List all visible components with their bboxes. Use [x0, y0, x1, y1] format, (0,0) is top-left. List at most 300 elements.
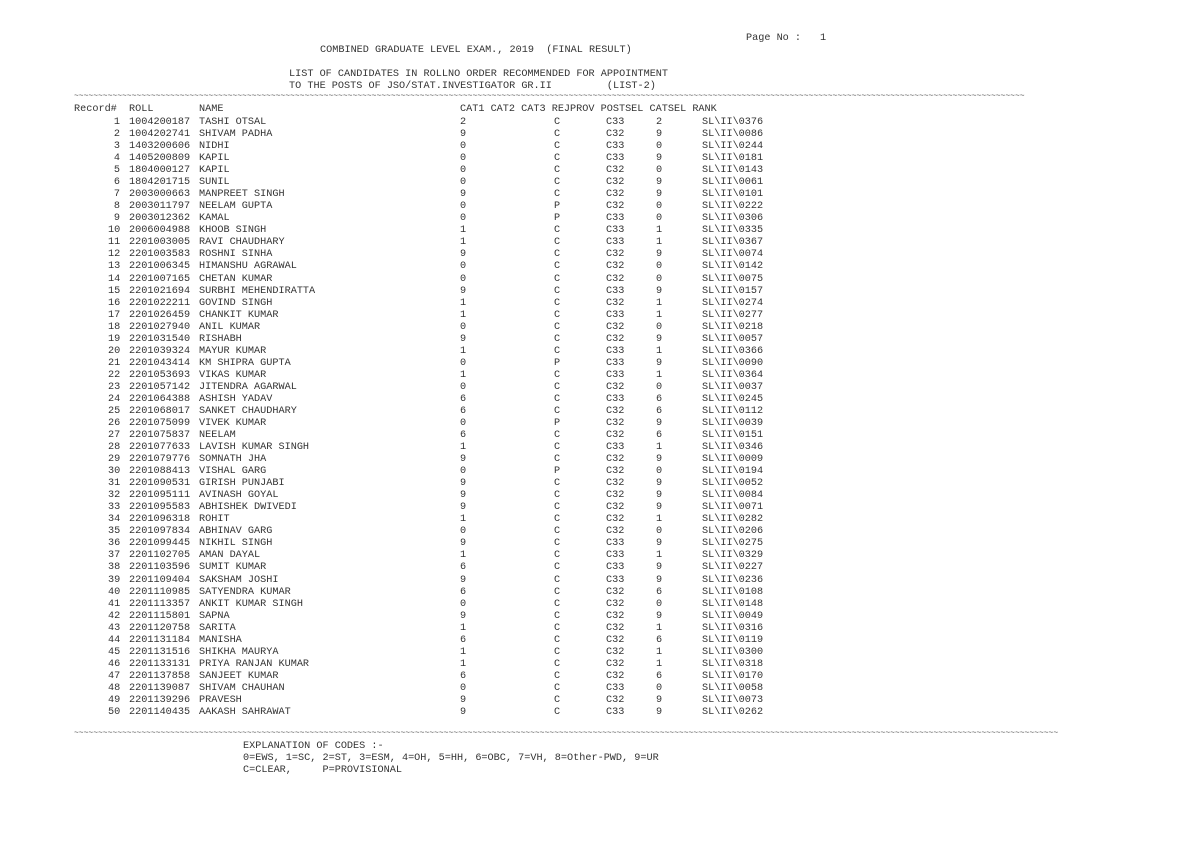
- category-selected: 0: [656, 213, 663, 225]
- rejprov-status: C: [554, 189, 561, 201]
- table-row: [0, 659, 1200, 671]
- rejprov-status: C: [554, 646, 561, 658]
- table-row: [0, 611, 1200, 623]
- post-selected: C33: [606, 369, 625, 381]
- cat1-code: 6: [460, 586, 467, 598]
- rejprov-status: C: [554, 117, 561, 128]
- post-selected: C32: [606, 249, 625, 261]
- candidate-name: AMAN DAYAL: [199, 550, 261, 562]
- record-number: 35: [108, 526, 121, 538]
- table-row: [0, 587, 1200, 599]
- cat1-code: 0: [460, 213, 467, 225]
- table-row: [0, 526, 1200, 538]
- roll-number: 2201110985: [129, 586, 191, 598]
- record-number: 50: [108, 706, 121, 718]
- cat1-code: 6: [460, 634, 467, 646]
- candidate-name: VIKAS KUMAR: [199, 369, 267, 381]
- post-selected: C33: [606, 682, 625, 694]
- category-selected: 9: [656, 418, 663, 429]
- rank: SL\II\0206: [702, 526, 764, 538]
- category-selected: 9: [656, 333, 663, 345]
- rank: SL\II\0262: [702, 706, 764, 718]
- record-number: 20: [108, 345, 121, 357]
- record-number: 26: [108, 418, 121, 429]
- roll-number: 2201090531: [129, 478, 191, 490]
- cat1-code: 0: [460, 153, 467, 165]
- post-selected: C32: [606, 646, 625, 658]
- record-number: 7: [113, 189, 120, 201]
- cat1-code: 0: [460, 201, 467, 213]
- table-row: [0, 129, 1200, 141]
- roll-number: 2201133131: [129, 658, 191, 670]
- roll-number: 2201027940: [129, 321, 191, 333]
- record-number: 11: [108, 237, 121, 249]
- record-number: 49: [108, 694, 121, 706]
- table-row: [0, 322, 1200, 334]
- record-number: 21: [108, 357, 121, 369]
- rank: SL\II\0009: [702, 454, 764, 466]
- cat1-code: 9: [460, 706, 467, 718]
- candidate-name: LAVISH KUMAR SINGH: [199, 442, 310, 454]
- table-row: [0, 225, 1200, 237]
- rank: SL\II\0194: [702, 466, 764, 478]
- bottom-separator: ~~~~~~~~~~~~~~~~~~~~~~~~~~~~~~~~~~~~~~~~~~~~~~~~~~~~~~~~~~~~~~~~~~~~~~~~~~~~~~~~~~~~~~~~~~~~~~~~~~~~~~~~~~~~~~~~~~~~~~~~~~~~~~~~~~~~~~~~~~~~~~~~~~~~~~~~~~~~~~~~~~~~~~~~~~~~~~~~~~~~~~~~~~~~~~~~~~~~~~~~~~~~~: [74, 729, 1059, 738]
- category-selected: 6: [656, 405, 663, 417]
- roll-number: 2201140435: [129, 706, 191, 718]
- post-selected: C33: [606, 442, 625, 454]
- candidate-name: TASHI OTSAL: [199, 117, 267, 128]
- category-selected: 0: [656, 273, 663, 285]
- roll-number: 2201097834: [129, 526, 191, 538]
- rank: SL\II\0181: [702, 153, 764, 165]
- cat1-code: 0: [460, 418, 467, 429]
- rejprov-status: C: [554, 369, 561, 381]
- table-row: [0, 274, 1200, 286]
- rejprov-status: C: [554, 177, 561, 189]
- rank: SL\II\0074: [702, 249, 764, 261]
- table-row: [0, 261, 1200, 273]
- candidate-name: KM SHIPRA GUPTA: [199, 357, 291, 369]
- rejprov-status: C: [554, 273, 561, 285]
- post-selected: C32: [606, 333, 625, 345]
- rejprov-status: C: [554, 309, 561, 321]
- cat1-code: 9: [460, 249, 467, 261]
- record-number: 13: [108, 261, 121, 273]
- rank: SL\II\0222: [702, 201, 764, 213]
- cat1-code: 1: [460, 514, 467, 526]
- rejprov-status: C: [554, 297, 561, 309]
- post-selected: C32: [606, 430, 625, 442]
- rejprov-status: C: [554, 658, 561, 670]
- table-row: [0, 671, 1200, 683]
- roll-number: 2201006345: [129, 261, 191, 273]
- post-selected: C33: [606, 237, 625, 249]
- category-selected: 6: [656, 670, 663, 682]
- post-selected: C32: [606, 297, 625, 309]
- post-selected: C32: [606, 165, 625, 177]
- table-row: [0, 575, 1200, 587]
- explanation-status: C=CLEAR, P=PROVISIONAL: [243, 765, 402, 776]
- table-row: [0, 153, 1200, 165]
- record-number: 16: [108, 297, 121, 309]
- rejprov-status: C: [554, 405, 561, 417]
- category-selected: 0: [656, 141, 663, 153]
- record-number: 14: [108, 273, 121, 285]
- record-number: 2: [113, 129, 120, 141]
- candidate-name: GOVIND SINGH: [199, 297, 273, 309]
- table-row: [0, 695, 1200, 707]
- cat1-code: 1: [460, 309, 467, 321]
- record-number: 22: [108, 369, 121, 381]
- roll-number: 2201026459: [129, 309, 191, 321]
- candidate-name: SUMIT KUMAR: [199, 562, 267, 574]
- cat1-code: 0: [460, 177, 467, 189]
- cat1-code: 1: [460, 622, 467, 634]
- post-selected: C33: [606, 538, 625, 550]
- table-row: [0, 514, 1200, 526]
- rejprov-status: C: [554, 321, 561, 333]
- rejprov-status: C: [554, 225, 561, 237]
- record-number: 1: [113, 117, 120, 128]
- roll-number: 2201139296: [129, 694, 191, 706]
- post-selected: C32: [606, 273, 625, 285]
- record-number: 33: [108, 502, 121, 514]
- candidate-name: MANISHA: [199, 634, 242, 646]
- candidate-name: ABHINAV GARG: [199, 526, 273, 538]
- table-row: [0, 370, 1200, 382]
- rank: SL\II\0275: [702, 538, 764, 550]
- candidate-name: PRIYA RANJAN KUMAR: [199, 658, 310, 670]
- table-row: [0, 165, 1200, 177]
- candidate-name: SUNIL: [199, 177, 230, 189]
- cat1-code: 9: [460, 285, 467, 297]
- roll-number: 2201003583: [129, 249, 191, 261]
- candidate-name: SHIKHA MAURYA: [199, 646, 279, 658]
- category-selected: 0: [656, 526, 663, 538]
- rank: SL\II\0142: [702, 261, 764, 273]
- category-selected: 9: [656, 694, 663, 706]
- candidate-name: RAVI CHAUDHARY: [199, 237, 285, 249]
- table-row: [0, 298, 1200, 310]
- rejprov-status: C: [554, 610, 561, 622]
- cat1-code: 9: [460, 538, 467, 550]
- cat1-code: 0: [460, 682, 467, 694]
- rejprov-status: C: [554, 153, 561, 165]
- roll-number: 1004200187: [129, 117, 191, 128]
- rank: SL\II\0112: [702, 405, 764, 417]
- cat1-code: 9: [460, 333, 467, 345]
- record-number: 15: [108, 285, 121, 297]
- rejprov-status: C: [554, 706, 561, 718]
- post-selected: C33: [606, 117, 625, 128]
- post-selected: C33: [606, 285, 625, 297]
- roll-number: 1004202741: [129, 129, 191, 141]
- roll-number: 2201057142: [129, 381, 191, 393]
- roll-number: 2201113357: [129, 598, 191, 610]
- record-number: 42: [108, 610, 121, 622]
- post-selected: C33: [606, 550, 625, 562]
- rank: SL\II\0335: [702, 225, 764, 237]
- table-row: [0, 406, 1200, 418]
- rank: SL\II\0282: [702, 514, 764, 526]
- cat1-code: 9: [460, 490, 467, 502]
- document-subtitle-line1: LIST OF CANDIDATES IN ROLLNO ORDER RECOMMENDED FOR APPOINTMENT: [289, 69, 669, 80]
- record-number: 47: [108, 670, 121, 682]
- page-number-label: Page No :: [746, 33, 802, 44]
- table-row: [0, 442, 1200, 454]
- table-row: [0, 430, 1200, 442]
- rank: SL\II\0318: [702, 658, 764, 670]
- record-number: 4: [113, 153, 120, 165]
- cat1-code: 9: [460, 454, 467, 466]
- cat1-code: 1: [460, 225, 467, 237]
- roll-number: 2201103596: [129, 562, 191, 574]
- cat1-code: 6: [460, 405, 467, 417]
- record-number: 31: [108, 478, 121, 490]
- table-row: [0, 201, 1200, 213]
- cat1-code: 9: [460, 502, 467, 514]
- record-number: 36: [108, 538, 121, 550]
- table-row: [0, 502, 1200, 514]
- candidate-name: PRAVESH: [199, 694, 242, 706]
- cat1-code: 0: [460, 466, 467, 478]
- category-selected: 9: [656, 574, 663, 586]
- category-selected: 1: [656, 658, 663, 670]
- table-row: [0, 286, 1200, 298]
- candidate-name: SAKSHAM JOSHI: [199, 574, 279, 586]
- candidate-name: ROHIT: [199, 514, 230, 526]
- category-selected: 9: [656, 249, 663, 261]
- record-number: 28: [108, 442, 121, 454]
- category-selected: 9: [656, 610, 663, 622]
- roll-number: 2201075837: [129, 430, 191, 442]
- rejprov-status: C: [554, 694, 561, 706]
- column-header-categories: CAT1 CAT2 CAT3 REJPROV POSTSEL CATSEL RANK: [460, 104, 717, 115]
- rank: SL\II\0071: [702, 502, 764, 514]
- roll-number: 2201131184: [129, 634, 191, 646]
- cat1-code: 9: [460, 610, 467, 622]
- record-number: 9: [113, 213, 120, 225]
- rank: SL\II\0084: [702, 490, 764, 502]
- rank: SL\II\0073: [702, 694, 764, 706]
- table-row: [0, 683, 1200, 695]
- category-selected: 0: [656, 321, 663, 333]
- candidate-name: MAYUR KUMAR: [199, 345, 267, 357]
- category-selected: 0: [656, 682, 663, 694]
- cat1-code: 6: [460, 393, 467, 405]
- candidate-name: RISHABH: [199, 333, 242, 345]
- rejprov-status: C: [554, 562, 561, 574]
- table-row: [0, 382, 1200, 394]
- candidate-name: KAPIL: [199, 165, 230, 177]
- cat1-code: 9: [460, 478, 467, 490]
- candidate-name: VIVEK KUMAR: [199, 418, 267, 429]
- category-selected: 2: [656, 117, 663, 128]
- candidate-name: ANIL KUMAR: [199, 321, 261, 333]
- category-selected: 9: [656, 478, 663, 490]
- record-number: 3: [113, 141, 120, 153]
- candidate-name: SURBHI MEHENDIRATTA: [199, 285, 316, 297]
- rejprov-status: C: [554, 393, 561, 405]
- roll-number: 2201099445: [129, 538, 191, 550]
- category-selected: 1: [656, 622, 663, 634]
- cat1-code: 6: [460, 430, 467, 442]
- rejprov-status: C: [554, 586, 561, 598]
- post-selected: C32: [606, 526, 625, 538]
- rejprov-status: C: [554, 345, 561, 357]
- category-selected: 9: [656, 502, 663, 514]
- rejprov-status: C: [554, 502, 561, 514]
- roll-number: 2201109404: [129, 574, 191, 586]
- record-number: 6: [113, 177, 120, 189]
- page-number: 1: [820, 33, 827, 44]
- post-selected: C32: [606, 478, 625, 490]
- rank: SL\II\0170: [702, 670, 764, 682]
- table-row: [0, 394, 1200, 406]
- table-row: [0, 635, 1200, 647]
- post-selected: C32: [606, 634, 625, 646]
- category-selected: 1: [656, 442, 663, 454]
- roll-number: 2201022211: [129, 297, 191, 309]
- post-selected: C33: [606, 562, 625, 574]
- rank: SL\II\0157: [702, 285, 764, 297]
- candidate-name: SHIVAM CHAUHAN: [199, 682, 285, 694]
- category-selected: 0: [656, 201, 663, 213]
- post-selected: C32: [606, 670, 625, 682]
- rank: SL\II\0274: [702, 297, 764, 309]
- cat1-code: 1: [460, 345, 467, 357]
- record-number: 38: [108, 562, 121, 574]
- rejprov-status: C: [554, 574, 561, 586]
- rank: SL\II\0376: [702, 117, 764, 128]
- explanation-categories: 0=EWS, 1=SC, 2=ST, 3=ESM, 4=OH, 5=HH, 6=OBC, 7=VH, 8=Other-PWD, 9=UR: [243, 753, 659, 764]
- roll-number: 1804201715: [129, 177, 191, 189]
- record-number: 18: [108, 321, 121, 333]
- rank: SL\II\0227: [702, 562, 764, 574]
- category-selected: 1: [656, 345, 663, 357]
- candidate-name: AVINASH GOYAL: [199, 490, 279, 502]
- rank: SL\II\0052: [702, 478, 764, 490]
- post-selected: C32: [606, 129, 625, 141]
- post-selected: C32: [606, 622, 625, 634]
- rejprov-status: C: [554, 237, 561, 249]
- roll-number: 2201075099: [129, 418, 191, 429]
- candidate-name: NIDHI: [199, 141, 230, 153]
- rank: SL\II\0151: [702, 430, 764, 442]
- rank: SL\II\0329: [702, 550, 764, 562]
- table-row: [0, 466, 1200, 478]
- category-selected: 6: [656, 430, 663, 442]
- cat1-code: 1: [460, 442, 467, 454]
- category-selected: 1: [656, 309, 663, 321]
- record-number: 48: [108, 682, 121, 694]
- cat1-code: 0: [460, 321, 467, 333]
- roll-number: 2201007165: [129, 273, 191, 285]
- record-number: 32: [108, 490, 121, 502]
- record-number: 5: [113, 165, 120, 177]
- candidate-name: KHOOB SINGH: [199, 225, 267, 237]
- record-number: 27: [108, 430, 121, 442]
- roll-number: 2003011797: [129, 201, 191, 213]
- category-selected: 0: [656, 381, 663, 393]
- record-number: 10: [108, 225, 121, 237]
- rejprov-status: C: [554, 442, 561, 454]
- rank: SL\II\0075: [702, 273, 764, 285]
- roll-number: 2201079776: [129, 454, 191, 466]
- category-selected: 1: [656, 237, 663, 249]
- cat1-code: 9: [460, 129, 467, 141]
- table-row: [0, 177, 1200, 189]
- roll-number: 2201137858: [129, 670, 191, 682]
- table-row: [0, 249, 1200, 261]
- post-selected: C33: [606, 393, 625, 405]
- post-selected: C32: [606, 418, 625, 429]
- category-selected: 1: [656, 369, 663, 381]
- table-row: [0, 538, 1200, 550]
- rank: SL\II\0277: [702, 309, 764, 321]
- rank: SL\II\0218: [702, 321, 764, 333]
- post-selected: C33: [606, 213, 625, 225]
- category-selected: 0: [656, 165, 663, 177]
- candidate-name: KAMAL: [199, 213, 230, 225]
- rejprov-status: C: [554, 634, 561, 646]
- roll-number: 2006004988: [129, 225, 191, 237]
- record-number: 25: [108, 405, 121, 417]
- rank: SL\II\0367: [702, 237, 764, 249]
- record-number: 8: [113, 201, 120, 213]
- category-selected: 9: [656, 706, 663, 718]
- record-number: 37: [108, 550, 121, 562]
- roll-number: 2201043414: [129, 357, 191, 369]
- roll-number: 2201021694: [129, 285, 191, 297]
- roll-number: 2201031540: [129, 333, 191, 345]
- post-selected: C33: [606, 357, 625, 369]
- rank: SL\II\0101: [702, 189, 764, 201]
- cat1-code: 6: [460, 670, 467, 682]
- cat1-code: 9: [460, 694, 467, 706]
- cat1-code: 2: [460, 117, 467, 128]
- cat1-code: 0: [460, 381, 467, 393]
- category-selected: 0: [656, 261, 663, 273]
- table-row: [0, 346, 1200, 358]
- table-row: [0, 562, 1200, 574]
- rejprov-status: P: [554, 357, 561, 369]
- post-selected: C33: [606, 153, 625, 165]
- candidate-name: JITENDRA AGARWAL: [199, 381, 297, 393]
- rejprov-status: C: [554, 285, 561, 297]
- table-row: [0, 599, 1200, 611]
- record-number: 44: [108, 634, 121, 646]
- roll-number: 1804000127: [129, 165, 191, 177]
- table-row: [0, 189, 1200, 201]
- cat1-code: 1: [460, 237, 467, 249]
- rejprov-status: C: [554, 249, 561, 261]
- post-selected: C33: [606, 141, 625, 153]
- rejprov-status: C: [554, 550, 561, 562]
- table-row: [0, 490, 1200, 502]
- candidate-name: SARITA: [199, 622, 236, 634]
- rejprov-status: P: [554, 466, 561, 478]
- rank: SL\II\0057: [702, 333, 764, 345]
- post-selected: C32: [606, 586, 625, 598]
- roll-number: 2201120758: [129, 622, 191, 634]
- candidate-name: SOMNATH JHA: [199, 454, 267, 466]
- post-selected: C32: [606, 454, 625, 466]
- roll-number: 2003000663: [129, 189, 191, 201]
- roll-number: 2201096318: [129, 514, 191, 526]
- table-row: [0, 358, 1200, 370]
- roll-number: 2201102705: [129, 550, 191, 562]
